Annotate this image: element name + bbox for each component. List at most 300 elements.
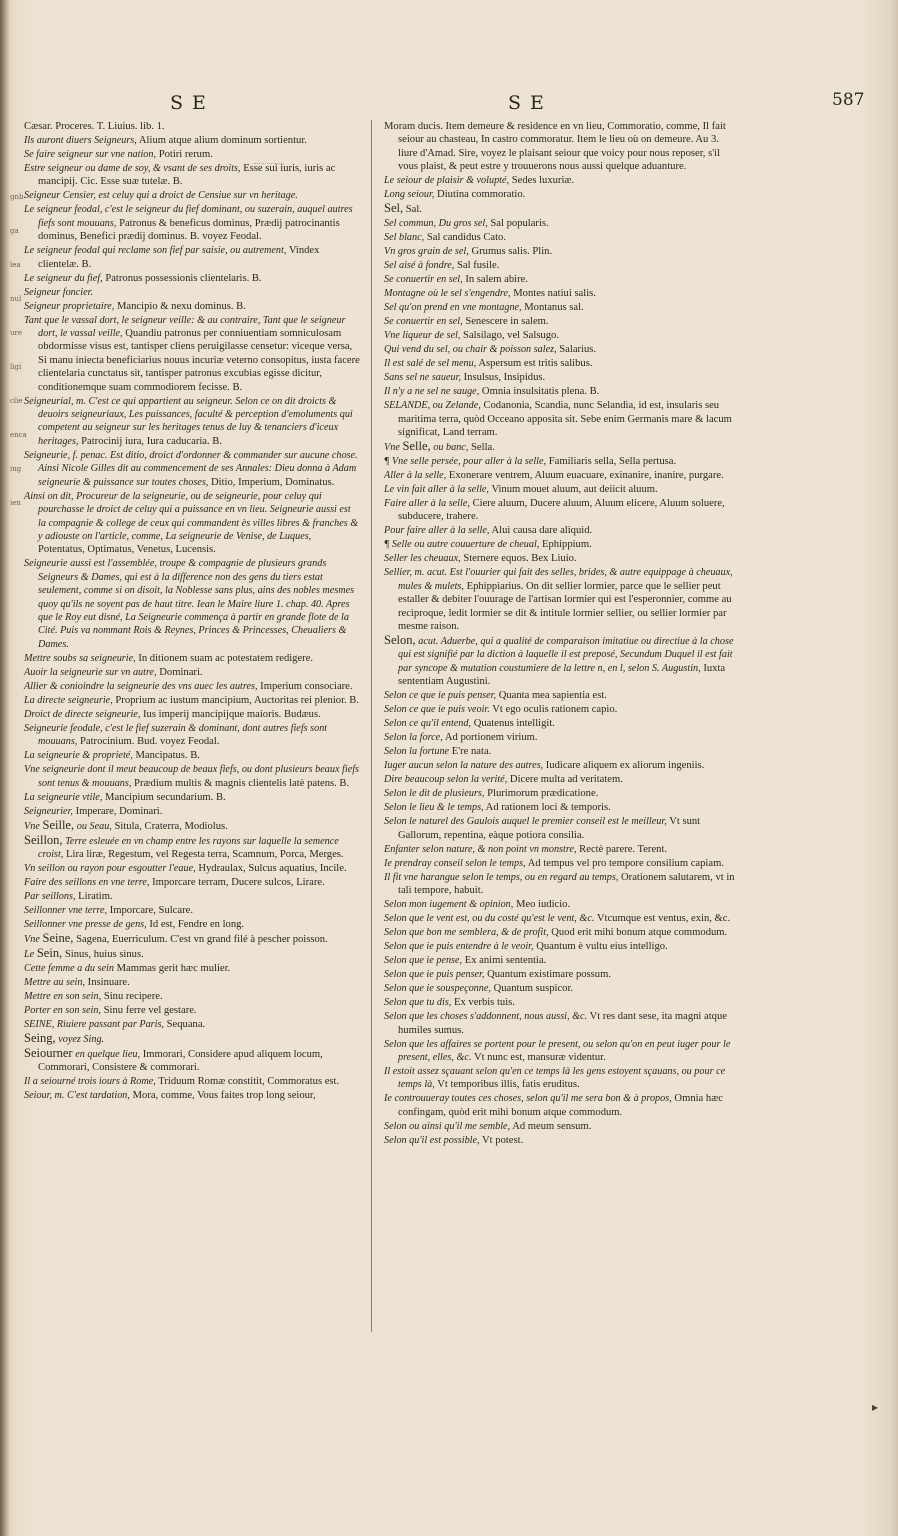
entry-heading: Selon,	[384, 633, 416, 648]
latin-equivalent: Codanonia, Scandia, nunc Selandia, id est, insularis seu maritima terra, quòd Occeano apposita sit. Sebe enim Germanis mare & lacum significat, Land terram.	[398, 400, 732, 439]
french-headword: Le vin fait aller à la selle,	[384, 484, 489, 496]
dictionary-entry	[24, 189, 360, 202]
latin-equivalent: Quatenus intelligit.	[473, 718, 555, 730]
french-headword: Se conuertir en sel,	[384, 316, 463, 328]
french-headword: Sel commun, Du gros sel,	[384, 218, 488, 230]
latin-equivalent: Ad rationem loci & temporis.	[485, 802, 611, 814]
latin-equivalent: Omnia insulsitatis plena. B.	[481, 386, 600, 398]
latin-equivalent: Id est, Fendre en long.	[149, 918, 245, 930]
dictionary-entry	[24, 449, 360, 489]
french-headword: Le	[24, 948, 35, 960]
latin-equivalent: Ex animi sententia.	[464, 955, 547, 967]
french-headword: Seigneur Censier, est celuy qui a droict de Censiue sur vn heritage.	[24, 190, 298, 202]
french-headword: Tant que le vassal dort, le seigneur veille: & au contraire, Tant que le seigneur dort, le vassal veille,	[24, 314, 346, 340]
french-headword: Selon la force,	[384, 732, 443, 744]
dictionary-entry	[384, 801, 740, 814]
french-headword: Vne	[384, 442, 400, 454]
dictionary-entry	[24, 722, 360, 749]
running-head-right: SE	[508, 92, 553, 114]
dictionary-entry	[384, 469, 740, 482]
dictionary-entry	[384, 497, 740, 524]
dictionary-entry	[384, 745, 740, 758]
dictionary-entry	[384, 188, 740, 201]
entry-heading: Sein,	[36, 945, 63, 960]
dictionary-entry	[384, 912, 740, 925]
latin-equivalent: Sedes luxuriæ.	[511, 175, 575, 187]
dictionary-entry	[384, 1134, 740, 1147]
latin-equivalent: Patronus & beneficus dominus, Prædij patrocinantis dominus, Benefici prædij dominus. B. voyez Feodal.	[38, 217, 340, 243]
french-headword: Selon que les choses s'addonnent, nous aussi, &c.	[384, 1011, 588, 1023]
latin-equivalent: Vt temporibus illis, fatis eruditus.	[437, 1079, 580, 1091]
french-headword: Il a seiourné trois iours à Rome,	[24, 1076, 156, 1088]
french-headword: Selon que ie puis penser,	[384, 969, 485, 981]
french-headword: SEINE, Riuiere passant par Paris,	[24, 1018, 164, 1030]
dictionary-entry	[384, 371, 740, 384]
french-headword: SELANDE, ou Zelande,	[384, 400, 481, 412]
latin-equivalent: Sella.	[471, 442, 495, 454]
dictionary-entry	[384, 357, 740, 370]
french-headword: Ie prendray conseil selon le temps,	[384, 857, 526, 869]
latin-equivalent: Immorari, Considere apud aliquem locum, Commorari, Consistere & commorari.	[38, 1048, 323, 1074]
latin-equivalent: Quandiu patronus per conniuentiam somniculosam obdormisse visus est, tantisper cliens peruigilasse censetur: viceque versa, Si manu iniecta beneficiarius nouus incuriæ veterno consopitus, iusta facere clientelaria cunctatus sit, tantisper patronus excubias egisse dicitur, conditionemque suam commodiorem fecisse. B.	[38, 328, 360, 393]
latin-equivalent: Lira liræ, Regestum, vel Regesta terra, Scamnum, Porca, Merges.	[66, 848, 344, 860]
dictionary-entry	[384, 982, 740, 995]
french-headword: Mettre au sein,	[24, 976, 86, 988]
latin-equivalent: Quantum è vultu eius intelligo.	[536, 941, 668, 953]
margin-mark-icon: ▸	[872, 1400, 879, 1414]
dictionary-entry	[384, 455, 740, 468]
latin-equivalent: Quantum existimare possum.	[487, 969, 611, 981]
french-headword: Il n'y a ne sel ne sauge,	[384, 386, 480, 398]
french-headword: Selon le dit de plusieurs,	[384, 788, 485, 800]
dictionary-entry	[24, 791, 360, 804]
french-headword: Le seigneur du fief,	[24, 272, 103, 284]
margin-fragment: ga	[10, 227, 19, 235]
dictionary-entry	[384, 787, 740, 800]
dictionary-entry	[24, 557, 360, 651]
french-headword: Faire des seillons en vne terre,	[24, 876, 150, 888]
dictionary-entry	[24, 680, 360, 693]
french-headword: Selon que ie souspeçonne,	[384, 983, 491, 995]
latin-equivalent: Mancipium secundarium. B.	[105, 791, 226, 803]
dictionary-entry	[24, 890, 360, 903]
latin-equivalent: Imporcare terram, Ducere sulcos, Lirare.	[152, 876, 325, 888]
french-headword: Porter en son sein,	[24, 1004, 101, 1016]
french-headword: Long seiour,	[384, 189, 435, 201]
french-headword: Seigneurie feodale, c'est le fief suzerain & dominant, dont autres fiefs sont mouuans,	[24, 722, 328, 748]
french-headword: Le seigneur feodal qui reclame son fief par saisie, ou autrement,	[24, 245, 287, 257]
latin-equivalent: Vt res dant sese, ita magni atque humiles sumus.	[398, 1011, 727, 1036]
french-headword: Seigneur foncier.	[24, 286, 94, 298]
french-headword: Se faire seigneur sur vne nation,	[24, 149, 157, 160]
dictionary-entry	[384, 703, 740, 716]
latin-equivalent: Orationem salutarem, vt in tali tempore, habuit.	[398, 871, 735, 897]
latin-equivalent: Ephippium.	[542, 539, 592, 551]
french-headword: Ils auront diuers Seigneurs,	[24, 135, 137, 146]
french-headword: Vne	[24, 933, 40, 945]
dictionary-entry	[24, 203, 360, 243]
french-headword: Seigneurial, m. C'est ce qui appartient au seigneur. Selon ce on dit droicts & deuoirs seigneuriaux, Les puissances, faculté & perception d'emoluments qui competent au seigneur sur les heritages tenus de luy & tenanciers d'iceux heritages,	[24, 395, 353, 447]
latin-equivalent: Vt ego oculis rationem capio.	[492, 704, 618, 716]
french-headword: Sel blanc,	[384, 232, 425, 244]
latin-equivalent: Alium atque alium dominum sortientur.	[138, 135, 307, 146]
french-headword: Sellier, m. acut. Est l'ouurier qui fait des selles, brides, & autre equippage à cheuaux, mules & mulets,	[384, 567, 733, 592]
page-number: 587	[832, 90, 865, 110]
latin-equivalent: Insulsus, Insipidus.	[463, 372, 546, 384]
french-headword: Sans sel ne saueur,	[384, 372, 461, 384]
french-headword: Estre seigneur ou dame de soy, & vsant de ses droits,	[24, 163, 241, 174]
latin-equivalent: Potentatus, Optimatus, Venetus, Lucensis.	[38, 544, 216, 556]
dictionary-entry	[24, 1089, 360, 1102]
french-headword: Vn seillon ou rayon pour esgoutter l'eaue,	[24, 862, 196, 874]
french-headword: Selon que ie pense,	[384, 955, 463, 967]
latin-equivalent: Liratim.	[78, 890, 113, 902]
latin-equivalent: Diutina commoratio.	[437, 189, 526, 201]
dictionary-entry	[384, 301, 740, 314]
latin-equivalent: Mammas gerit hæc mulier.	[116, 962, 231, 974]
dictionary-entry	[24, 652, 360, 665]
dictionary-entry	[384, 940, 740, 953]
dictionary-entry	[24, 120, 360, 133]
running-head-left: SE	[170, 92, 215, 114]
french-headword: Seigneurie aussi est l'assemblée, troupe & compagnie de plusieurs grands Seigneurs & Dames, qui est à la difference non des gens du tiers estat seulement, comme si on disoit, la Noblesse sans plus, ains des nobles mesmes quoy qu'ils ne soyent pas de haut titre. Iean le Maire liure 1. chap. 40. Apres que le Roy eut disné, La Seigneurie commença à partir en grande flote de la Cité. Puis va nommant Rois & Reynes, Princes & Princesses, Cheualiers & Dames.	[24, 558, 355, 650]
dictionary-entry	[384, 1010, 740, 1037]
latin-equivalent: Plurimorum prædicatione.	[487, 788, 599, 800]
dictionary-entry	[384, 843, 740, 856]
french-gloss: en quelque lieu,	[75, 1048, 141, 1060]
latin-equivalent: Cæsar. Proceres. T. Liuius. lib. 1.	[24, 121, 165, 132]
latin-equivalent: Dominari.	[159, 666, 203, 678]
dictionary-entry	[24, 763, 360, 790]
latin-equivalent: Sinus, huius sinus.	[64, 948, 144, 960]
dictionary-entry	[24, 962, 360, 975]
margin-fragments	[10, 180, 27, 1000]
dictionary-entry	[24, 286, 360, 299]
french-headword: Il est salé de sel menu,	[384, 358, 477, 370]
dictionary-entry	[384, 1120, 740, 1133]
page-binding	[0, 0, 10, 1536]
latin-equivalent: Ex verbis tuis.	[454, 997, 515, 1009]
margin-fragment: enca	[10, 431, 27, 439]
french-headword: Seller les cheuaux,	[384, 553, 461, 565]
dictionary-entry	[384, 871, 740, 898]
french-headword: Par seillons,	[24, 890, 76, 902]
french-headword: Seiour, m. C'est tardation,	[24, 1090, 130, 1102]
french-headword: Selon ce qu'il entend,	[384, 718, 472, 730]
latin-equivalent: Vindex clientelæ. B.	[38, 245, 320, 270]
dictionary-entry	[384, 120, 740, 174]
french-headword: Selon ce que ie puis veoir.	[384, 704, 490, 716]
latin-equivalent: Familiaris sella, Sella pertusa.	[548, 456, 677, 468]
french-headword: Le seiour de plaisir & volupté,	[384, 175, 510, 187]
column-rule	[371, 120, 372, 1332]
dictionary-entry	[384, 483, 740, 496]
latin-equivalent: Rectè parere. Terent.	[579, 843, 668, 855]
latin-equivalent: E're nata.	[451, 746, 492, 758]
latin-equivalent: Sinu ferre vel gestare.	[103, 1004, 197, 1016]
entry-heading: Seillon,	[24, 832, 63, 847]
latin-equivalent: Mancipio & nexu dominus. B.	[117, 300, 246, 312]
latin-equivalent: Potiri rerum.	[158, 149, 213, 160]
french-headword: ¶ Selle ou autre couuerture de cheual,	[384, 539, 540, 551]
french-headword: Selon ou ainsi qu'il me semble,	[384, 1120, 511, 1132]
french-headword: Selon ce que ie puis penser,	[384, 690, 497, 702]
dictionary-entry	[384, 287, 740, 300]
dictionary-entry	[384, 440, 740, 454]
latin-equivalent: Iuxta sententiam Augustini.	[398, 662, 726, 688]
french-headword: Selon que le vent est, ou du costé qu'est le vent, &c.	[384, 913, 595, 925]
dictionary-entry	[24, 1075, 360, 1088]
margin-fragment: gnb	[10, 193, 24, 201]
french-headword: Selon que bon me semblera, & de profit,	[384, 927, 549, 939]
dictionary-entry	[24, 834, 360, 862]
latin-equivalent: Alui causa dare aliquid.	[491, 525, 593, 537]
latin-equivalent: Prædium multis & magnis clientelis latè patens. B.	[134, 777, 350, 789]
french-gloss: Terre esleuée en vn champ entre les rayons sur laquelle la semence croist,	[38, 835, 339, 860]
latin-equivalent: Salsilago, vel Salsugo.	[463, 330, 559, 342]
latin-equivalent: Ciere aluum, Ducere aluum, Aluum elicere, Aluum soluere, subducere, trahere.	[398, 498, 725, 523]
dictionary-entry	[24, 990, 360, 1003]
latin-equivalent: Sagena, Euerriculum. C'est vn grand filé à pescher poisson.	[76, 933, 328, 945]
french-headword: Cette femme a du sein	[24, 962, 114, 974]
latin-equivalent: Sal candidus Cato.	[426, 232, 506, 244]
dictionary-entry	[384, 1092, 740, 1119]
latin-equivalent: Mancipatus. B.	[135, 750, 200, 762]
latin-equivalent: Esse sui iuris, iuris ac mancipij. Cic. Esse suæ tutelæ. B.	[38, 163, 336, 188]
latin-equivalent: Sal popularis.	[490, 218, 549, 230]
french-gloss: ou banc,	[433, 442, 469, 454]
margin-fragment: ing	[10, 465, 22, 473]
french-headword: La directe seigneurie,	[24, 694, 113, 706]
dictionary-entry	[384, 773, 740, 786]
dictionary-entry	[384, 273, 740, 286]
dictionary-entry	[384, 1038, 740, 1065]
dictionary-entry	[24, 244, 360, 271]
french-headword: Droict de directe seigneurie,	[24, 708, 141, 720]
dictionary-entry	[384, 634, 740, 689]
latin-equivalent: Quod erit mihi bonum atque commodum.	[551, 927, 728, 939]
dictionary-entry	[384, 399, 740, 439]
dictionary-entry	[24, 148, 360, 161]
french-headword: Ainsi on dit, Procureur de la seigneurie, ou de seigneurie, pour celuy qui pourchasse le droict de celuy qui a puissance en vn lieu. Seigneurie aussi est la compagnie & college de ceux qui commandent ès villes libres & franches & y adiouste on l'article, comme, La seigneurie de Venise, de Luques,	[24, 490, 359, 542]
dictionary-entry	[24, 932, 360, 946]
left-column	[24, 120, 360, 1103]
french-gloss: voyez Sing.	[58, 1033, 105, 1045]
latin-equivalent: In ditionem suam ac potestatem redigere.	[138, 652, 314, 664]
margin-fragment: lea	[10, 261, 21, 269]
french-headword: Se conuertir en sel,	[384, 274, 463, 286]
dictionary-entry	[24, 162, 360, 189]
dictionary-entry	[24, 805, 360, 818]
latin-equivalent: Mora, comme, Vous faites trop long seiour,	[132, 1090, 316, 1102]
dictionary-entry	[384, 315, 740, 328]
dictionary-entry	[384, 898, 740, 911]
french-headword: Qui vend du sel, ou chair & poisson salez,	[384, 344, 557, 356]
dictionary-entry	[384, 385, 740, 398]
dictionary-entry	[24, 904, 360, 917]
french-headword: Aller à la selle,	[384, 470, 447, 482]
french-headword: ¶ Vne selle persée, pour aller à la selle,	[384, 456, 547, 468]
entry-heading: Seing,	[24, 1030, 56, 1045]
latin-equivalent: Quanta mea sapientia est.	[498, 690, 607, 702]
latin-equivalent: Exonerare ventrem, Aluum euacuare, exinanire, inanire, purgare.	[448, 470, 724, 482]
dictionary-entry	[24, 1004, 360, 1017]
french-headword: Il fit vne harangue selon le temps, ou en regard au temps,	[384, 871, 619, 883]
dictionary-entry	[24, 876, 360, 889]
latin-equivalent: Patrocinium. Bud. voyez Feodal.	[80, 736, 220, 748]
latin-equivalent: Vt sunt Gallorum, repentina, eàque potiora consilia.	[398, 816, 701, 841]
latin-equivalent: Vt nunc est, mansuræ videntur.	[473, 1051, 606, 1063]
latin-equivalent: Patrocinij iura, Iura caducaria. B.	[81, 435, 223, 447]
margin-fragment: ligi	[10, 363, 22, 371]
dictionary-entry	[384, 329, 740, 342]
french-headword: Seigneur proprietaire,	[24, 300, 115, 312]
french-headword: Vne liqueur de sel,	[384, 330, 461, 342]
dictionary-entry	[384, 552, 740, 565]
dictionary-entry	[24, 272, 360, 285]
latin-equivalent: Triduum Romæ constitit, Commoratus est.	[158, 1076, 340, 1088]
french-headword: Seillonner vne presse de gens,	[24, 918, 147, 930]
latin-equivalent: Ad meum sensum.	[512, 1120, 592, 1132]
french-headword: Sel aisé à fondre,	[384, 260, 455, 272]
french-headword: Ie controuueray toutes ces choses, selon qu'il me sera bon & à propos,	[384, 1093, 672, 1105]
entry-heading: Seine,	[42, 930, 74, 945]
right-column	[384, 120, 740, 1148]
french-headword: Selon que ie puis entendre à le veoir,	[384, 941, 534, 953]
french-headword: Iuger aucun selon la nature des autres,	[384, 760, 544, 772]
french-headword: Faire aller à la selle,	[384, 498, 470, 510]
entry-heading: Selle,	[402, 439, 431, 454]
dictionary-entry	[384, 566, 740, 633]
french-headword: Dire beaucoup selon la verité,	[384, 774, 508, 786]
dictionary-entry	[384, 1065, 740, 1092]
french-headword: Selon le naturel des Gaulois auquel le premier conseil est le meilleur,	[384, 816, 667, 828]
dictionary-entry	[24, 1047, 360, 1075]
latin-equivalent: Meo iudicio.	[515, 899, 571, 911]
latin-equivalent: Sternere equos. Bex Liuio.	[463, 553, 577, 565]
latin-equivalent: Ephippiarius. On dit sellier lormier, parce que le sellier peut estaller & debiter l'ouurage de l'artisan lormier qui est l'esperonnier, comme au reciproque, ledit lormier se dit & intitule lormier sellier, ou sellier lormier par mesme raison.	[398, 580, 732, 633]
margin-fragment: clie	[10, 397, 23, 405]
french-headword: Auoir la seigneurie sur vn autre,	[24, 666, 157, 678]
dictionary-entry	[24, 314, 360, 394]
dictionary-entry	[384, 217, 740, 230]
french-headword: Selon la fortune	[384, 746, 450, 758]
entry-heading: Sel,	[384, 201, 404, 216]
dictionary-entry	[384, 857, 740, 870]
dictionary-entry	[384, 815, 740, 842]
french-headword: Seillonner vne terre,	[24, 904, 108, 916]
french-headword: Vne	[24, 820, 40, 832]
french-headword: Sel qu'on prend en vne montagne,	[384, 302, 522, 314]
latin-equivalent: Salarius.	[559, 344, 597, 356]
latin-equivalent: Sal.	[405, 204, 422, 216]
entry-heading: Seiourner	[24, 1045, 73, 1060]
dictionary-entry	[384, 759, 740, 772]
latin-equivalent: Aspersum est tritis salibus.	[478, 358, 593, 370]
latin-equivalent: Montes natiui salis.	[513, 288, 596, 300]
dictionary-entry	[384, 954, 740, 967]
latin-equivalent: Vinum mouet aluum, aut deiicit aluum.	[491, 484, 658, 496]
french-headword: Seigneurier,	[24, 805, 73, 817]
latin-equivalent: Insinuare.	[87, 976, 130, 988]
latin-equivalent: Quantum suspicor.	[493, 983, 574, 995]
dictionary-entry	[24, 749, 360, 762]
dictionary-entry	[384, 538, 740, 551]
dictionary-entry	[384, 731, 740, 744]
dictionary-entry	[24, 395, 360, 449]
french-headword: La seigneurie & proprieté,	[24, 750, 133, 762]
french-headword: Selon mon iugement & opinion,	[384, 899, 514, 911]
dictionary-entry	[24, 862, 360, 875]
french-gloss: ou Seau,	[76, 820, 112, 832]
dictionary-entry	[24, 134, 360, 147]
latin-equivalent: Imperium consociare.	[260, 680, 353, 692]
dictionary-entry	[384, 968, 740, 981]
latin-equivalent: Dicere multa ad veritatem.	[509, 774, 623, 786]
dictionary-entry	[384, 926, 740, 939]
french-headword: La seigneurie vtile,	[24, 791, 103, 803]
dictionary-entry	[24, 976, 360, 989]
latin-equivalent: Moram ducis. Item demeure & residence en vn lieu, Commoratio, comme, Il fait seiour au chasteau, In castro commoratur. Item le lieu où on demeure. Au 3. liure d'Amad. Sire, voyez le plaisant seiour que voicy pour nous reposer, s'il vous plaist, & peut estre y trouuerons nous aussi quelque aduanture.	[384, 121, 726, 173]
dictionary-entry	[384, 245, 740, 258]
french-headword: Vn gros grain de sel,	[384, 246, 469, 258]
dictionary-entry	[384, 717, 740, 730]
latin-equivalent: Sequana.	[166, 1018, 206, 1030]
french-headword: Selon le lieu & le temps,	[384, 802, 484, 814]
dictionary-entry	[24, 490, 360, 557]
dictionary-entry	[384, 343, 740, 356]
latin-equivalent: Imperare, Dominari.	[75, 805, 163, 817]
latin-equivalent: Hydraulax, Sulcus aquatius, Incile.	[198, 862, 347, 874]
latin-equivalent: Vt potest.	[482, 1134, 524, 1146]
dictionary-entry	[384, 689, 740, 702]
entry-heading: Seille,	[42, 817, 75, 832]
dictionary-entry	[24, 300, 360, 313]
margin-fragment: ure	[10, 329, 22, 337]
french-gloss: acut. Aduerbe, qui a qualité de comparaison imitatiue ou directiue à la chose qui est signifié par la diction à laquelle il est preposé, Secundum Duquel il est fait par syncope & mutation coustumiere de la lettre n, en l, selon S. Augustin,	[398, 636, 734, 674]
latin-equivalent: Ad portionem virium.	[444, 732, 538, 744]
dictionary-entry	[24, 708, 360, 721]
latin-equivalent: Ad tempus vel pro tempore consilium capiam.	[527, 857, 724, 869]
french-headword: Enfanter selon nature, & non point vn monstre,	[384, 843, 577, 855]
french-headword: Seigneurie, f. penac. Est ditio, droict d'ordonner & commander sur aucune chose. Ainsi Nicole Gilles dit au commencement de ses Annales: Dieu donna à Adam seigneurie & puissance sur toutes choses,	[24, 449, 358, 488]
margin-fragment: ien	[10, 499, 21, 507]
dictionary-entry	[24, 918, 360, 931]
margin-fragment: nul	[10, 295, 22, 303]
dictionary-entry	[384, 174, 740, 187]
french-headword: Allier & conioindre la seigneurie des vns auec les autres,	[24, 680, 258, 692]
latin-equivalent: Ius imperij mancipijque maioris. Budæus.	[143, 708, 321, 720]
dictionary-entry	[384, 259, 740, 272]
french-headword: Selon que tu dis,	[384, 997, 452, 1009]
dictionary-entry	[384, 996, 740, 1009]
latin-equivalent: Sinu recipere.	[103, 990, 163, 1002]
french-headword: Vne seigneurie dont il meut beaucoup de beaux fiefs, ou dont plusieurs beaux fiefs sont tenus & mouuans,	[24, 764, 359, 789]
latin-equivalent: Iudicare aliquem ex aliorum ingeniis.	[545, 760, 705, 772]
latin-equivalent: Montanus sal.	[524, 302, 584, 314]
french-headword: Mettre en son sein,	[24, 990, 102, 1002]
dictionary-entry	[24, 694, 360, 707]
french-headword: Mettre soubs sa seigneurie,	[24, 652, 136, 664]
dictionary-entry	[24, 947, 360, 961]
french-headword: Montagne où le sel s'engendre,	[384, 288, 511, 300]
dictionary-entry	[384, 231, 740, 244]
french-headword: Selon que les affaires se portent pour le present, ou selon qu'on en peut iuger pour le present, elles, &c.	[384, 1038, 731, 1063]
latin-equivalent: Proprium ac iustum mancipium, Auctoritas rei plenior. B.	[115, 694, 360, 706]
latin-equivalent: Imporcare, Sulcare.	[109, 904, 193, 916]
french-headword: Il estoit assez sçauant selon qu'en ce temps là les gens estoyent sçauans, ou pour ce temps là,	[384, 1065, 726, 1091]
dictionary-entry	[24, 666, 360, 679]
